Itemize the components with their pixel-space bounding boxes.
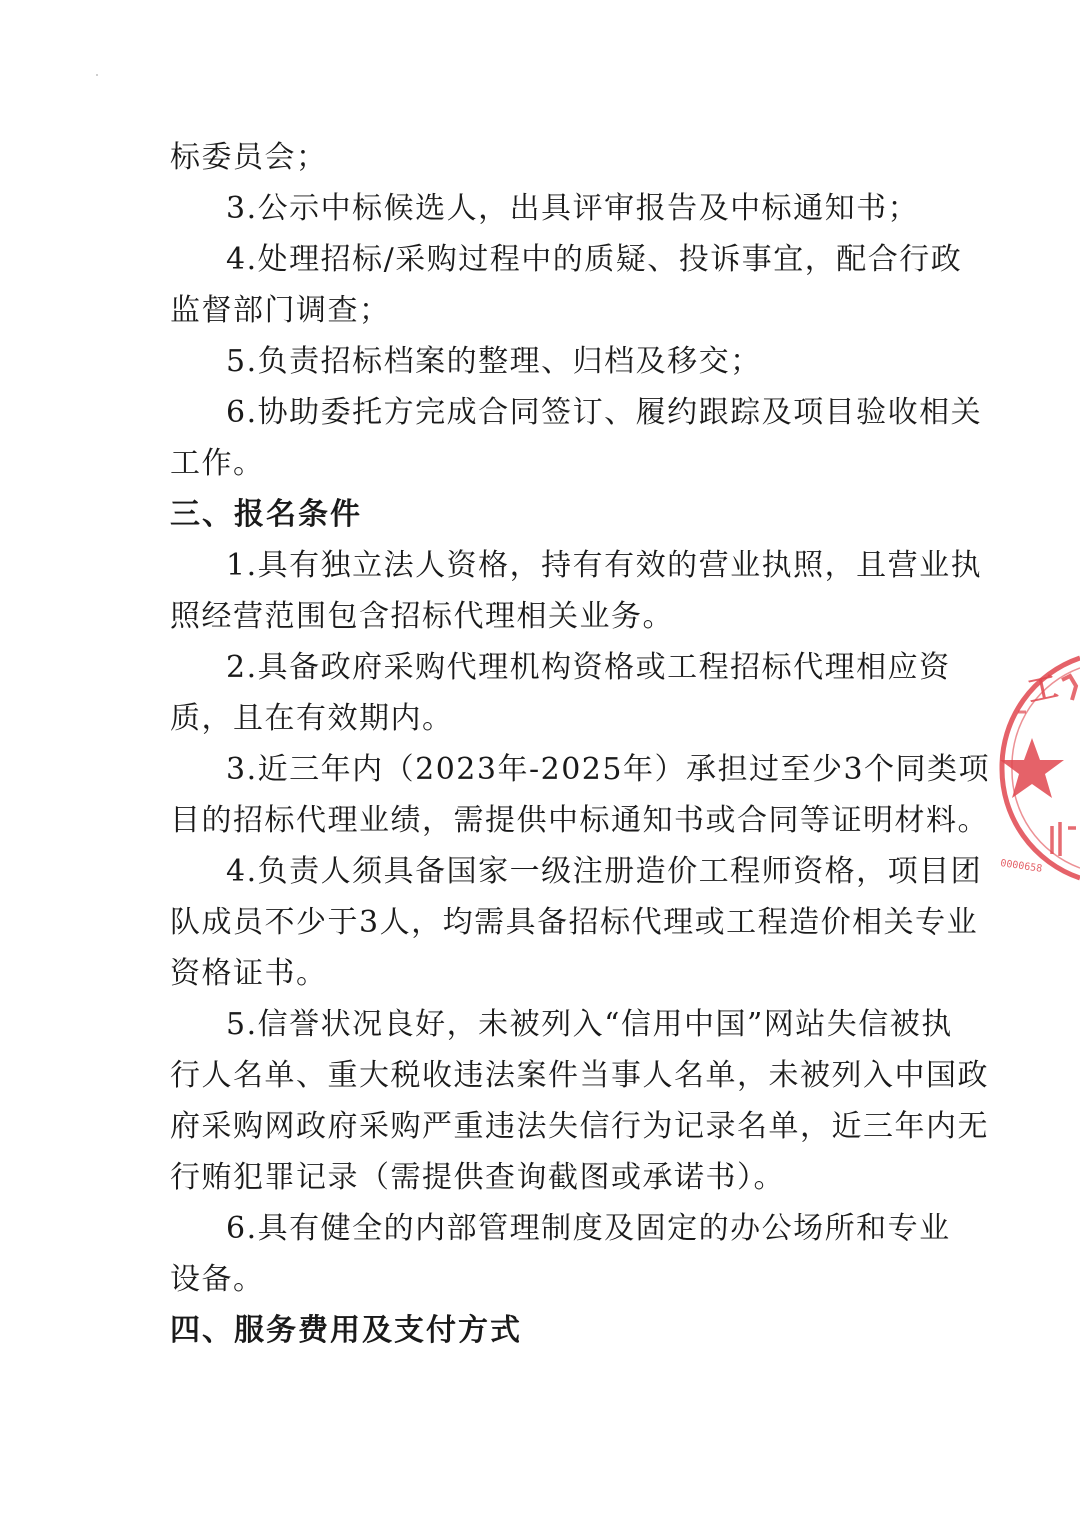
text-line: 5.负责招标档案的整理、归档及移交；	[226, 344, 762, 379]
text-line: 资格证书。	[170, 956, 328, 991]
text-line: 1.具有独立法人资格，持有有效的营业执照，且营业执	[226, 548, 983, 583]
section-heading: 四、服务费用及支付方式	[170, 1313, 522, 1348]
svg-text:0000658: 0000658	[999, 858, 1043, 875]
scan-speck	[96, 74, 98, 76]
svg-text:工: 工	[1024, 669, 1062, 710]
text-line: 3.公示中标候选人，出具评审报告及中标通知书；	[226, 191, 920, 226]
text-line: 质，且在有效期内。	[170, 701, 454, 736]
text-line: 目的招标代理业绩，需提供中标通知书或合同等证明材料。	[170, 803, 989, 838]
section-heading: 三、报名条件	[170, 497, 362, 532]
text-line: 2.具备政府采购代理机构资格或工程招标代理相应资	[226, 650, 951, 685]
text-line: 队成员不少于3人，均需具备招标代理或工程造价相关专业	[170, 905, 979, 940]
official-seal-stamp	[990, 650, 1080, 890]
text-line: 照经营范围包含招标代理相关业务。	[170, 599, 674, 634]
text-line: 府采购网政府采购严重违法失信行为记录名单，近三年内无	[170, 1109, 989, 1144]
text-line: 6.具有健全的内部管理制度及固定的办公场所和专业	[226, 1211, 951, 1246]
text-line: 4.负责人须具备国家一级注册造价工程师资格，项目团	[226, 854, 983, 889]
text-line: 6.协助委托方完成合同签订、履约跟踪及项目验收相关	[226, 395, 983, 430]
text-line: 行人名单、重大税收违法案件当事人名单，未被列入中国政	[170, 1058, 989, 1093]
text-line: 监督部门调查；	[170, 293, 391, 328]
text-line: 工作。	[170, 446, 265, 481]
text-line: 3.近三年内（2023年-2025年）承担过至少3个同类项	[226, 752, 991, 787]
text-line: 5.信誉状况良好，未被列入“信用中国”网站失信被执	[226, 1007, 953, 1042]
text-line: 标委员会；	[170, 140, 328, 175]
text-line: 4.处理招标/采购过程中的质疑、投诉事宜，配合行政	[226, 242, 963, 277]
text-line: 设备。	[170, 1262, 265, 1297]
text-line: 行贿犯罪记录（需提供查询截图或承诺书）。	[170, 1160, 785, 1195]
